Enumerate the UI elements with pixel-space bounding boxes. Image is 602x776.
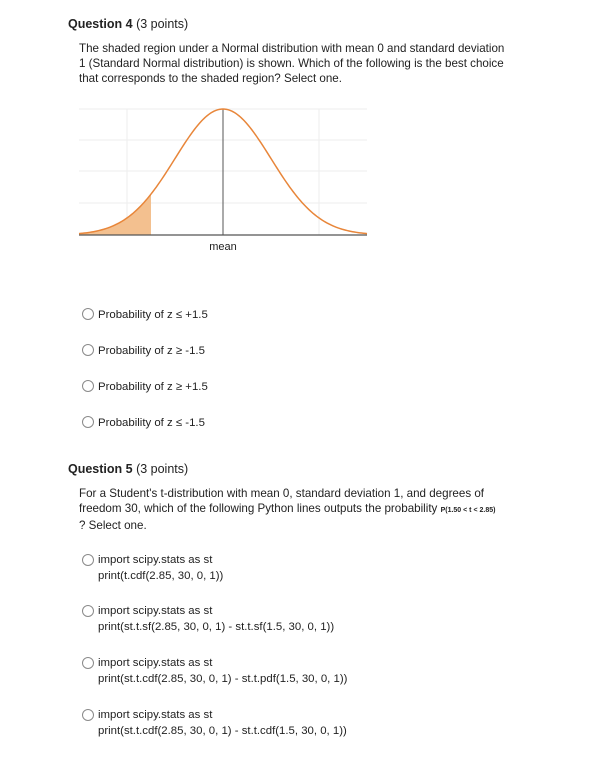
prompt-line: The shaded region under a Normal distribution with mean 0 and standard deviation	[79, 42, 505, 55]
radio-button[interactable]	[82, 709, 94, 721]
option-code-line: import scipy.stats as st	[98, 709, 213, 721]
option-code-line: import scipy.stats as st	[98, 657, 213, 669]
prompt-line: ? Select one.	[79, 519, 147, 532]
question-4-title	[68, 17, 188, 31]
question-5-label: Question 5	[68, 462, 133, 476]
q5-option-3[interactable]	[82, 656, 347, 687]
option-label: Probability of z ≤ +1.5	[98, 309, 208, 321]
option-label: Probability of z ≥ +1.5	[98, 381, 208, 393]
question-4-label: Question 4	[68, 17, 133, 31]
question-5-title	[68, 462, 188, 476]
shaded-region	[79, 194, 151, 235]
question-4-prompt	[79, 41, 519, 86]
prompt-line: 1 (Standard Normal distribution) is shown. Which of the following is the best choice	[79, 57, 504, 70]
option-code-line: print(t.cdf(2.85, 30, 0, 1))	[98, 569, 224, 582]
question-5-prompt	[79, 486, 539, 533]
radio-button[interactable]	[82, 554, 94, 566]
question-5-points: (3 points)	[132, 462, 189, 476]
radio-button[interactable]	[82, 380, 94, 392]
prompt-line: that corresponds to the shaded region? Select one.	[79, 72, 342, 85]
radio-button[interactable]	[82, 344, 94, 356]
probability-expression: P(1.50 < t < 2.85)	[440, 507, 496, 514]
option-code-line: print(st.t.cdf(2.85, 30, 0, 1) - st.t.cdf(1.5, 30, 0, 1))	[98, 724, 347, 737]
q4-option-4[interactable]	[82, 416, 205, 430]
option-code-line: print(st.t.cdf(2.85, 30, 0, 1) - st.t.pdf(1.5, 30, 0, 1))	[98, 672, 348, 685]
q4-option-1[interactable]	[82, 308, 208, 322]
radio-button[interactable]	[82, 605, 94, 617]
radio-button[interactable]	[82, 416, 94, 428]
radio-button[interactable]	[82, 657, 94, 669]
option-code-line: import scipy.stats as st	[98, 605, 213, 617]
q4-option-2[interactable]	[82, 344, 205, 358]
normal-distribution-chart	[78, 101, 370, 256]
q4-option-3[interactable]	[82, 380, 208, 394]
q5-option-1[interactable]	[82, 553, 223, 584]
question-4-points: (3 points)	[132, 17, 189, 31]
q5-option-4[interactable]	[82, 708, 347, 739]
option-label: Probability of z ≥ -1.5	[98, 345, 205, 357]
prompt-line: freedom 30, which of the following Python lines outputs the probability P(1.50 < t < 2.85)	[79, 502, 496, 515]
q5-option-2[interactable]	[82, 604, 334, 635]
prompt-line: For a Student's t-distribution with mean 0, standard deviation 1, and degrees of	[79, 487, 485, 500]
radio-button[interactable]	[82, 308, 94, 320]
x-axis-label: mean	[209, 241, 237, 253]
option-code-line: import scipy.stats as st	[98, 554, 213, 566]
option-label: Probability of z ≤ -1.5	[98, 417, 205, 429]
option-code-line: print(st.t.sf(2.85, 30, 0, 1) - st.t.sf(1.5, 30, 0, 1))	[98, 620, 335, 633]
